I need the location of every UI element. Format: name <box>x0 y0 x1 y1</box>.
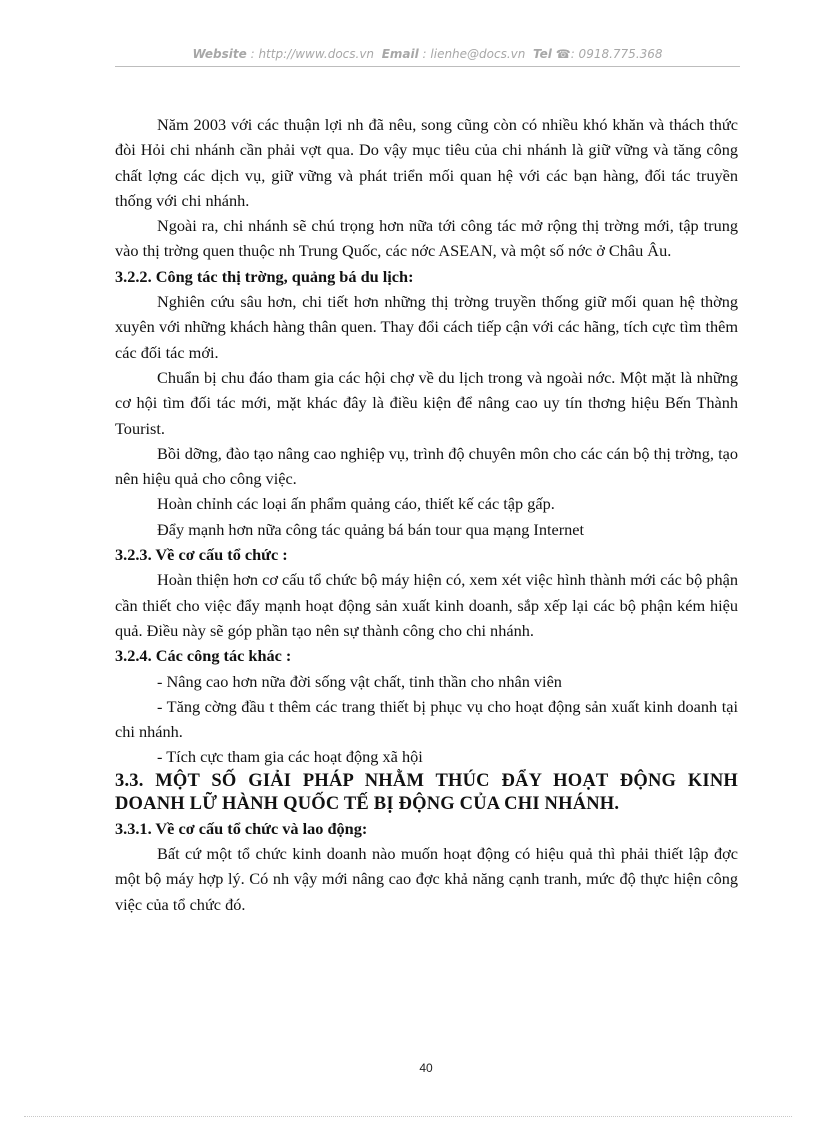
paragraph: Hoàn thiện hơn cơ cấu tổ chức bộ máy hiện có, xem xét việc hình thành mới các bộ phận cần thiết cho việc đẩy mạnh hoạt động sản xuất kinh doanh, sắp xếp lại các bộ phận kém hiệu quả. Điều này sẽ góp phần tạo nên sự thành công cho chi nhánh. <box>115 570 738 640</box>
paragraph: Nghiên cứu sâu hơn, chi tiết hơn những thị trờng truyền thống giữ mối quan hệ thờng xuyên với những khách hàng thân quen. Thay đổi cách tiếp cận với các hãng, tích cực tìm thêm các đối tác mới. <box>115 292 738 362</box>
website-label: Website <box>192 47 247 61</box>
list-item: - Nâng cao hơn nữa đời sống vật chất, tinh thần cho nhân viên <box>157 671 562 691</box>
list-item: - Tăng cờng đầu t thêm các trang thiết bị phục vụ cho hoạt động sản xuất kinh doanh tại chi nhánh. <box>115 696 738 742</box>
phone-icon: ☎ <box>555 47 571 61</box>
section-heading-3-2-4: 3.2.4. Các công tác khác : <box>115 646 292 666</box>
footer-divider <box>24 1116 792 1117</box>
page-header <box>115 47 740 61</box>
paragraph: Ngoài ra, chi nhánh sẽ chú trọng hơn nữa tới công tác mở rộng thị trờng mới, tập trung vào thị trờng quen thuộc nh Trung Quốc, các nớc ASEAN, và một số nớc ở Châu Âu. <box>115 216 738 261</box>
header-divider <box>115 66 740 67</box>
section-heading-3-2-2: 3.2.2. Công tác thị trờng, quảng bá du lịch: <box>115 266 414 286</box>
paragraph: Hoàn chỉnh các loại ấn phẩm quảng cáo, thiết kế các tập gấp. <box>157 494 555 514</box>
tel-label: Tel <box>533 47 552 61</box>
tel-value: : 0918.775.368 <box>570 47 663 61</box>
email-label: Email <box>381 47 419 61</box>
section-heading-3-2-3: 3.2.3. Về cơ cấu tổ chức : <box>115 545 288 565</box>
section-heading-3-3: 3.3. MỘT SỐ GIẢI PHÁP NHẰM THÚC ĐẨY HOẠT ĐỘNG KINH DOANH LỮ HÀNH QUỐC TẾ BỊ ĐỘNG CỦA CHI NHÁNH. <box>115 770 738 814</box>
paragraph: Chuẩn bị chu đáo tham gia các hội chợ về du lịch trong và ngoài nớc. Một mặt là những cơ hội tìm đối tác mới, mặt khác đây là điều kiện để nâng cao uy tín thơng hiệu Bến Thành Tourist. <box>115 367 738 438</box>
page-number: 40 <box>419 1061 433 1075</box>
paragraph: Bất cứ một tổ chức kinh doanh nào muốn hoạt động có hiệu quả thì phải thiết lập đợc một bộ máy hợp lý. Có nh vậy mới nâng cao đợc khả năng cạnh tranh, mức độ thực hiện công việc của tổ chức đó. <box>115 844 738 914</box>
document-body <box>115 112 738 917</box>
website-value: : http://www.docs.vn <box>250 47 375 61</box>
email-value: : lienhe@docs.vn <box>422 47 526 61</box>
paragraph: Năm 2003 với các thuận lợi nh đã nêu, song cũng còn có nhiều khó khăn và thách thức đòi Hỏi chi nhánh cần phải vợt qua. Do vậy mục tiêu của chi nhánh là giữ vững và tăng công chất lợng các dịch vụ, giữ vững và phát triển mối quan hệ với các bạn hàng, đối tác truyền thống với chi nhánh. <box>115 115 738 210</box>
list-item: - Tích cực tham gia các hoạt động xã hội <box>157 747 423 767</box>
paragraph: Bồi dỡng, đào tạo nâng cao nghiệp vụ, trình độ chuyên môn cho các cán bộ thị trờng, tạo nên hiệu quả cho công việc. <box>115 443 738 489</box>
paragraph: Đẩy mạnh hơn nữa công tác quảng bá bán tour qua mạng Internet <box>157 519 585 539</box>
section-heading-3-3-1: 3.3.1. Về cơ cấu tổ chức và lao động: <box>115 818 368 838</box>
